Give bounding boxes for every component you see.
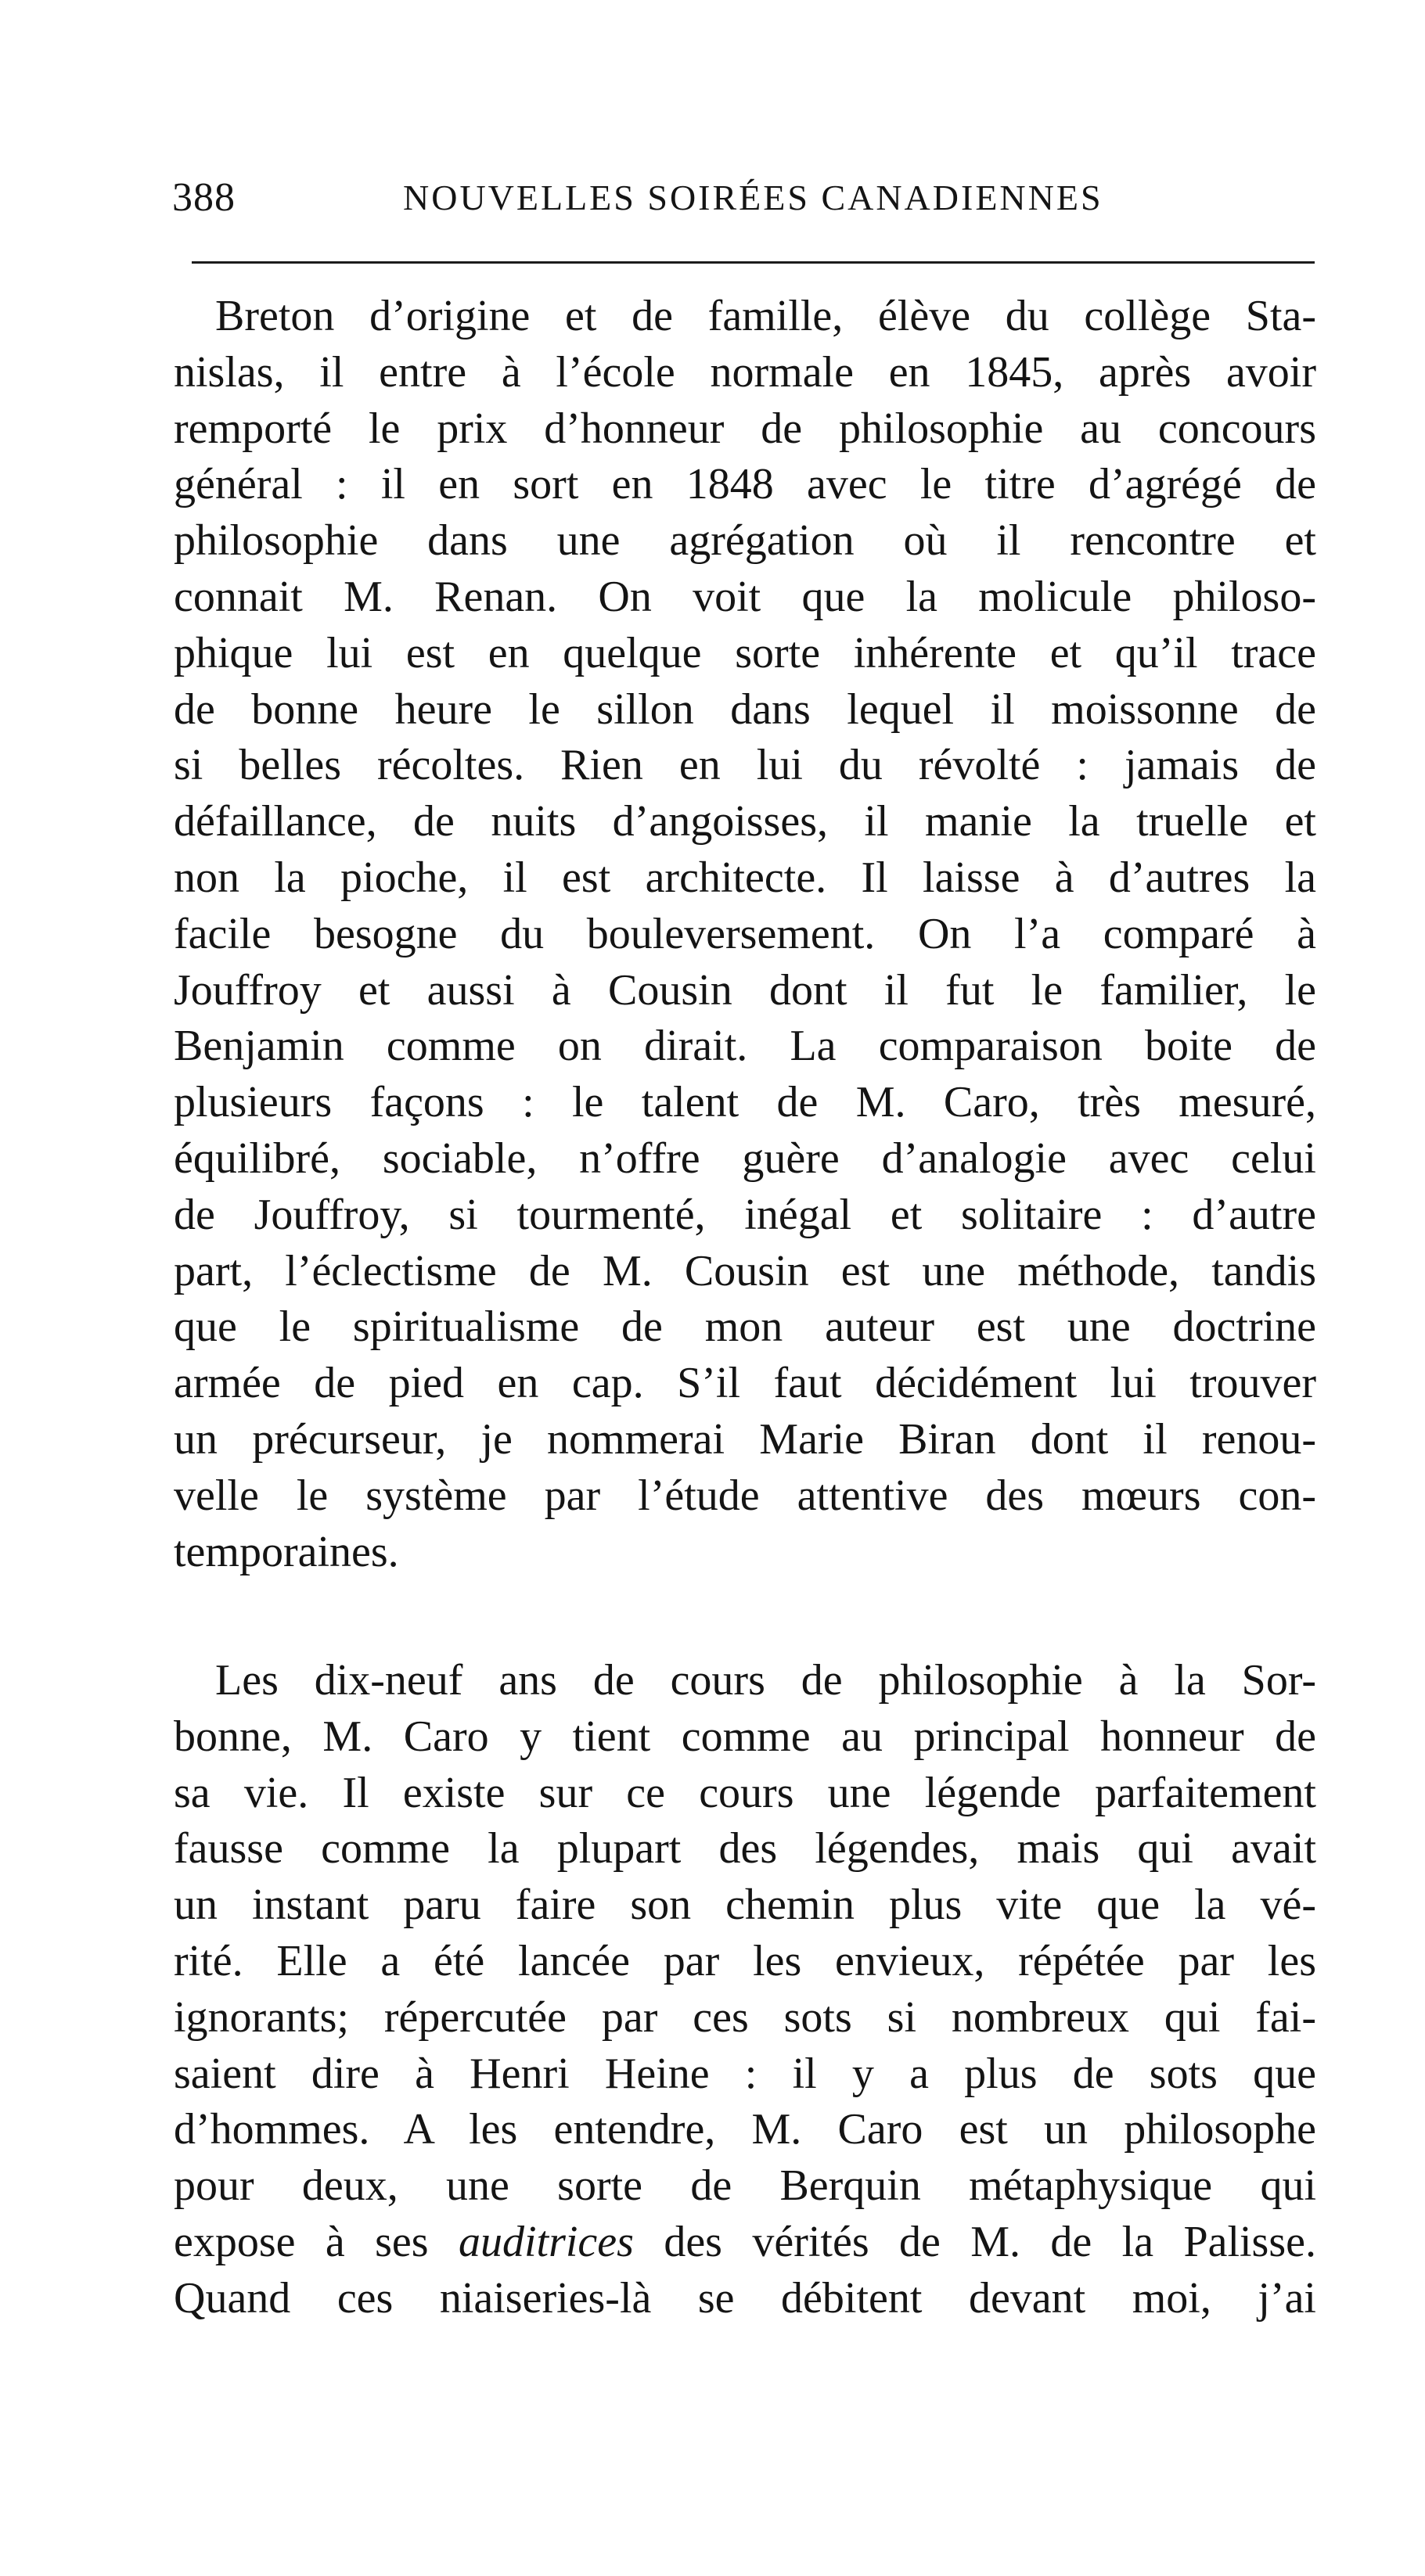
running-head: [172, 171, 1315, 225]
text-line: un instant paru faire son chemin plus vite que la vé-: [174, 1881, 1316, 1930]
text-line: Les dix-neuf ans de cours de philosophie à la Sor-: [215, 1656, 1316, 1705]
text-line: ignorants; répercutée par ces sots si nombreux qui fai-: [174, 1992, 1316, 2042]
text-line: Benjamin comme on dirait. La comparaison boite de: [174, 1022, 1316, 1071]
text-line: fausse comme la plupart des légendes, mais qui avait: [174, 1824, 1316, 1874]
text-line: remporté le prix d’honneur de philosophie au concours: [174, 404, 1316, 453]
running-title: NOUVELLES SOIRÉES CANADIENNES: [403, 178, 1103, 217]
text-line: Breton d’origine et de famille, élève du collège Sta-: [215, 292, 1316, 340]
text-line: d’hommes. A les entendre, M. Caro est un philosophe: [174, 2105, 1316, 2154]
text-line: part, l’éclectisme de M. Cousin est une méthode, tandis: [174, 1246, 1316, 1295]
text-line: défaillance, de nuits d’angoisses, il manie la truelle et: [174, 797, 1316, 846]
text-line-with-italic: [174, 2215, 1316, 2271]
text-line: de Jouffroy, si tourmenté, inégal et solitaire : d’autre: [174, 1190, 1316, 1239]
italic-word: auditrices: [458, 2217, 634, 2266]
paragraph-1: [174, 289, 1316, 1580]
text-line: général : il en sort en 1848 avec le titre d’agrégé de: [174, 460, 1316, 509]
text-line: bonne, M. Caro y tient comme au principal honneur de: [174, 1712, 1316, 1761]
text-line: si belles récoltes. Rien en lui du révolté : jamais de: [174, 741, 1316, 790]
text-line: saient dire à Henri Heine : il y a plus de sots que: [174, 2049, 1316, 2098]
text-line: Quand ces niaiseries-là se débitent devant moi, j’ai: [174, 2273, 1316, 2323]
text-line: pour deux, une sorte de Berquin métaphysique qui: [174, 2161, 1316, 2211]
paragraph-2: [174, 1653, 1316, 2327]
page-number: 388: [172, 175, 236, 220]
text-segment: expose à ses: [174, 2217, 429, 2266]
text-line: équilibré, sociable, n’offre guère d’analogie avec celui: [174, 1134, 1316, 1183]
text-segment: des vérités de M. de la Palisse.: [664, 2217, 1317, 2266]
text-line: velle le système par l’étude attentive des mœurs con-: [174, 1471, 1316, 1520]
text-line: armée de pied en cap. S’il faut décidément lui trouver: [174, 1359, 1316, 1408]
text-line: temporaines.: [174, 1527, 399, 1576]
text-line: plusieurs façons : le talent de M. Caro, très mesuré,: [174, 1078, 1316, 1127]
text-line: nislas, il entre à l’école normale en 1845, après avoir: [174, 347, 1316, 397]
text-line: rité. Elle a été lancée par les envieux, répétée par les: [174, 1936, 1316, 1985]
text-line: connait M. Renan. On voit que la molicule philoso-: [174, 572, 1316, 621]
header-rule: [192, 261, 1315, 264]
text-line: sa vie. Il existe sur ce cours une légende parfaitement: [174, 1768, 1316, 1817]
text-line: Jouffroy et aussi à Cousin dont il fut le familier, le: [174, 965, 1316, 1015]
text-line: facile besogne du bouleversement. On l’a comparé à: [174, 909, 1316, 958]
text-line: phique lui est en quelque sorte inhérente et qu’il trace: [174, 628, 1316, 677]
text-line: un précurseur, je nommerai Marie Biran dont il renou-: [174, 1414, 1316, 1464]
text-line: non la pioche, il est architecte. Il laisse à d’autres la: [174, 853, 1316, 902]
text-line: que le spiritualisme de mon auteur est une doctrine: [174, 1302, 1316, 1352]
text-line: philosophie dans une agrégation où il rencontre et: [174, 516, 1316, 566]
text-line: de bonne heure le sillon dans lequel il moissonne de: [174, 684, 1316, 734]
